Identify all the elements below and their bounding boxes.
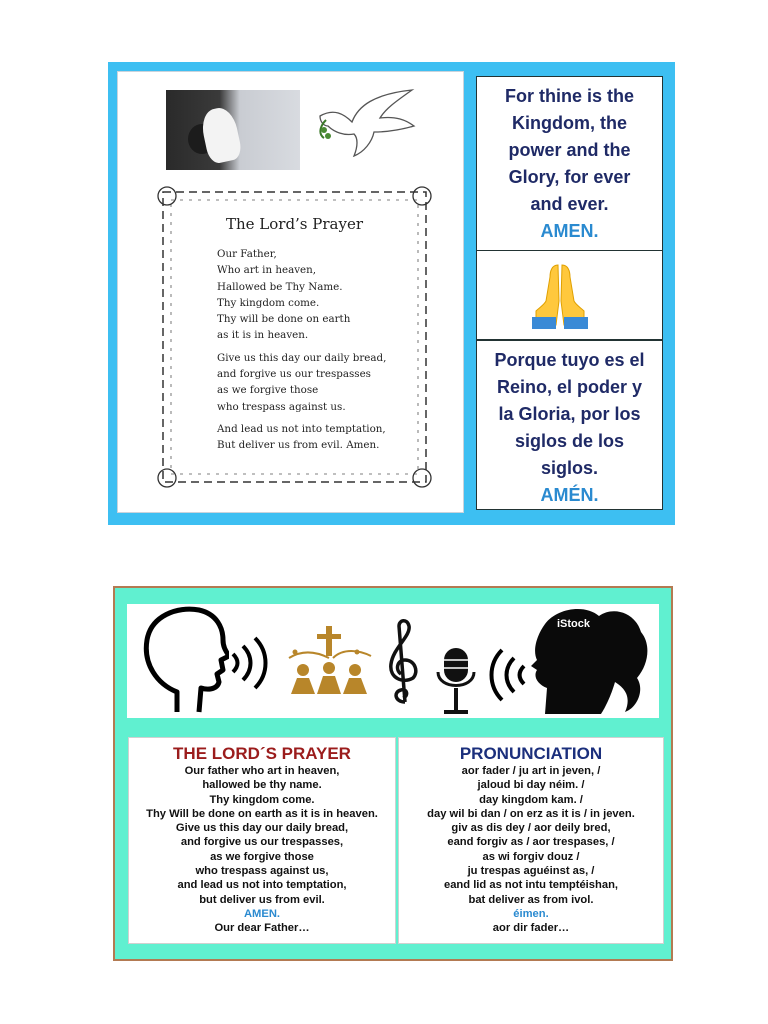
closing-line: aor dir fader… — [492, 922, 570, 935]
doxology-line: siglos. — [540, 458, 598, 478]
pronunciation-line: aor fader / ju art in jeven, / — [461, 765, 601, 777]
istock-watermark — [557, 618, 590, 630]
prayer-line: and lead us not into temptation, — [177, 879, 347, 892]
pronunciation-line: day wil bi dan / on erz as it is / in jeven. — [427, 807, 635, 820]
pronunciation-line: eand forgiv as / aor trespases, / — [447, 836, 615, 849]
prayer-line: Thy will be done on earth — [217, 313, 351, 326]
amen-label: AMEN. — [243, 907, 281, 920]
doxology-line: power and the — [508, 140, 631, 160]
prayer-line: Hallowed be Thy Name. — [217, 280, 343, 293]
praying-hands-box — [476, 250, 663, 340]
doxology-line: and ever. — [530, 194, 609, 214]
dove-icon — [314, 86, 424, 166]
pronunciation-line: day kingdom kam. / — [479, 793, 583, 806]
woman-silhouette-icon — [525, 604, 657, 714]
english-title: THE LORD´S PRAYER — [173, 744, 351, 763]
doxology-line: Kingdom, the — [512, 113, 627, 133]
english-doxology-box — [476, 76, 663, 251]
prayer-line: Thy kingdom come. — [217, 296, 320, 309]
praying-hands-photo — [166, 90, 300, 170]
pronunciation-line: giv as dis dey / aor deily bred, — [451, 822, 611, 835]
prayer-line: Thy kingdom come. — [209, 793, 315, 806]
pronunciation-panel — [399, 738, 663, 943]
watermark-text: iStock — [557, 618, 591, 630]
prayer-line: but deliver us from evil. — [199, 893, 325, 906]
prayer-title: The Lord’s Prayer — [225, 215, 364, 233]
english-doxology — [477, 77, 662, 245]
amen-label: éimen. — [513, 907, 549, 920]
pronunciation-line: bat deliver as from ivol. — [468, 893, 594, 906]
prayer-line: as it is in heaven. — [217, 329, 309, 342]
prayer-line: But deliver us from evil. Amen. — [217, 439, 380, 452]
pronunciation-line: eand lid as not intu temptéishan, — [443, 879, 619, 892]
prayer-line: Our father who art in heaven, — [184, 765, 340, 777]
pronunciation-line: as wi forgiv douz / — [482, 850, 580, 863]
prayer-frame — [151, 182, 438, 492]
amen-label: AMÉN. — [540, 485, 599, 505]
english-prayer-panel — [129, 738, 395, 943]
prayer-line: and forgive us our trespasses — [217, 368, 371, 381]
closing-line: Our dear Father… — [214, 922, 310, 935]
sound-waves-icon — [482, 644, 530, 704]
microphone-icon — [432, 644, 480, 718]
doxology-line: siglos de los — [514, 431, 625, 451]
pronunciation-line: ju trespas aguéinst as, / — [467, 865, 595, 878]
pronunciation-title: PRONUNCIATION — [459, 744, 603, 763]
prayer-line: Give us this day our daily bread, — [175, 822, 349, 835]
prayer-line: as we forgive those — [217, 384, 319, 397]
english-lines — [129, 764, 395, 936]
amen-label: AMEN. — [540, 221, 599, 241]
speaking-banner — [127, 604, 659, 718]
top-card — [108, 62, 675, 525]
prayer-line: And lead us not into temptation, — [217, 422, 386, 435]
bottom-card — [113, 586, 673, 961]
sound-waves-icon — [227, 632, 275, 692]
treble-clef-icon — [385, 618, 421, 706]
prayer-line: as we forgive those — [210, 850, 314, 863]
praying-hands-icon — [530, 261, 590, 331]
prayer-line: Give us this day our daily bread, — [217, 351, 387, 364]
prayer-line: Our Father, — [217, 248, 277, 260]
prayer-line: and forgive us our trespasses, — [180, 836, 344, 849]
prayer-line: who trespass against us, — [195, 865, 329, 878]
doxology-line: la Gloria, por los — [498, 404, 641, 424]
doxology-line: Glory, for ever — [508, 167, 631, 187]
pronunciation-lines — [399, 764, 663, 936]
speaking-head-icon — [137, 604, 229, 714]
prayer-line: who trespass against us. — [217, 400, 346, 413]
spanish-doxology — [477, 341, 662, 509]
prayer-text — [217, 246, 386, 454]
doxology-line: Porque tuyo es el — [494, 350, 645, 370]
pronunciation-line: jaloud bi day néim. / — [477, 779, 585, 792]
doxology-line: For thine is the — [504, 86, 634, 106]
prayer-line: Thy Will be done on earth as it is in heaven. — [146, 807, 378, 820]
prayer-line: hallowed be thy name. — [202, 779, 322, 792]
doxology-line: Reino, el poder y — [496, 377, 643, 397]
prayer-line: Who art in heaven, — [217, 264, 317, 277]
prayer-poster — [118, 72, 463, 512]
choir-icon — [285, 624, 375, 696]
spanish-doxology-box — [476, 340, 663, 510]
